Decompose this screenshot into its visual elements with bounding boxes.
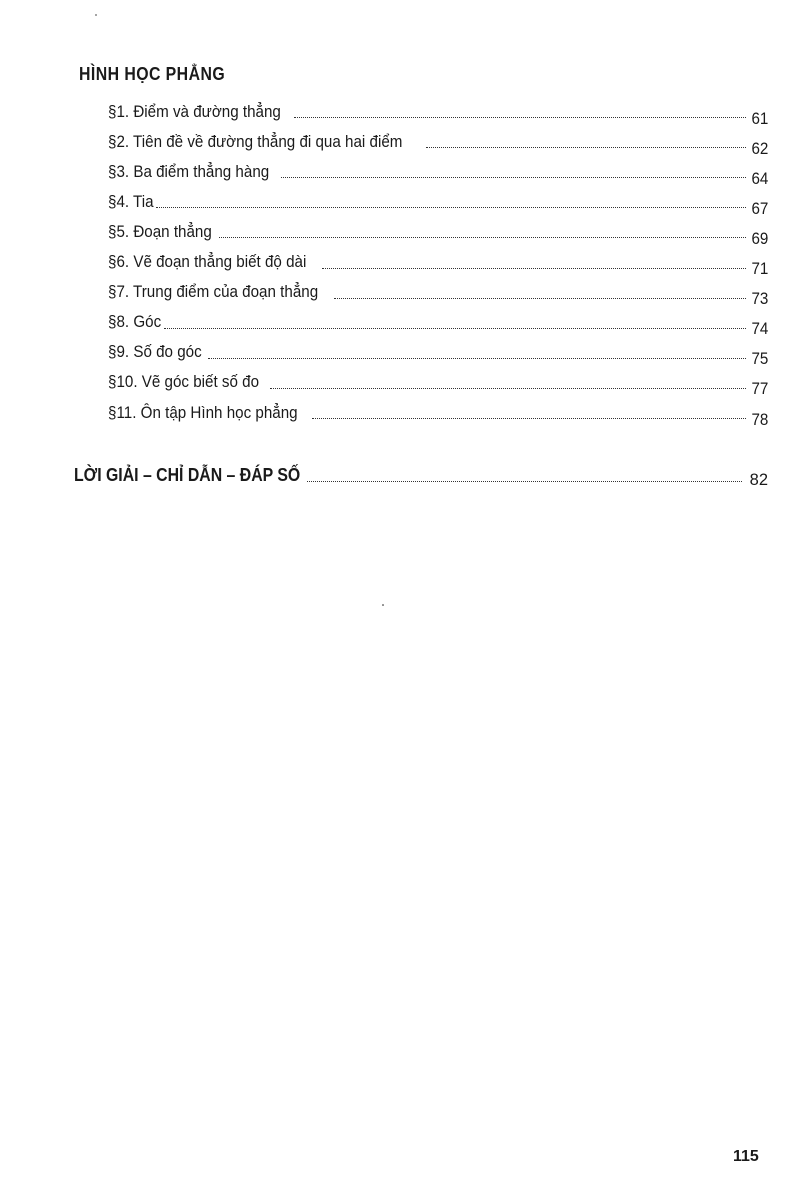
toc-entry-page: 73 (751, 290, 768, 309)
toc-entry[interactable] (108, 334, 768, 369)
scan-speck (95, 14, 97, 16)
scan-speck (382, 604, 384, 606)
toc-entry[interactable] (108, 274, 768, 309)
toc-entry-page: 77 (751, 380, 768, 399)
toc-entry[interactable] (108, 243, 768, 279)
toc-leader-dots (281, 177, 745, 178)
toc-leader-dots (426, 147, 746, 148)
toc-list (108, 93, 768, 429)
toc-entry[interactable] (108, 93, 768, 128)
toc-entry[interactable] (108, 213, 768, 248)
answers-page: 82 (749, 470, 768, 489)
toc-leader-dots (307, 481, 742, 482)
page-number: 115 (733, 1148, 759, 1165)
toc-entry[interactable] (108, 304, 768, 339)
toc-entry-page: 69 (751, 229, 768, 248)
toc-entry-label: §1. Điểm và đường thẳng (108, 102, 281, 121)
toc-entry-label: §8. Góc (108, 313, 162, 332)
toc-leader-dots (164, 328, 746, 329)
toc-entry[interactable] (108, 394, 768, 429)
toc-leader-dots (334, 298, 745, 299)
answers-label: LỜI GIẢI – CHỈ DẪN – ĐÁP SỐ (74, 465, 301, 485)
toc-entry-page: 67 (751, 199, 768, 218)
toc-entry-label: §4. Tia (108, 192, 154, 211)
toc-entry-page: 71 (751, 260, 768, 279)
toc-entry-label: §5. Đoạn thẳng (108, 222, 212, 241)
toc-entry-label: §11. Ôn tập Hình học phẳng (108, 403, 298, 422)
toc-leader-dots (270, 388, 745, 389)
toc-entry-label: §7. Trung điểm của đoạn thẳng (108, 283, 319, 302)
toc-entry-page: 78 (751, 410, 768, 429)
toc-entry[interactable] (108, 123, 768, 158)
toc-entry-label: §6. Vẽ đoạn thẳng biết độ dài (108, 253, 307, 272)
toc-entry[interactable] (108, 364, 768, 399)
toc-leader-dots (294, 117, 746, 118)
toc-entry-answers[interactable] (74, 462, 768, 489)
toc-leader-dots (208, 358, 746, 359)
toc-entry-label: §3. Ba điểm thẳng hàng (108, 162, 270, 181)
toc-entry-page: 64 (751, 169, 768, 188)
toc-entry[interactable] (108, 153, 768, 188)
toc-entry-page: 74 (751, 320, 768, 339)
toc-leader-dots (322, 268, 746, 269)
toc-entry-page: 61 (751, 109, 768, 128)
toc-entry-label: §2. Tiên đề về đường thẳng đi qua hai điểm (108, 132, 403, 151)
toc-leader-dots (156, 207, 746, 208)
toc-entry-page: 75 (751, 350, 768, 369)
toc-entry[interactable] (108, 183, 768, 218)
section-title: HÌNH HỌC PHẲNG (79, 64, 226, 84)
toc-leader-dots (219, 237, 746, 238)
toc-entry-page: 62 (751, 139, 768, 158)
toc-entry-label: §9. Số đo góc (108, 343, 202, 362)
toc-entry-label: §10. Vẽ góc biết số đo (108, 373, 260, 392)
toc-leader-dots (312, 418, 746, 419)
